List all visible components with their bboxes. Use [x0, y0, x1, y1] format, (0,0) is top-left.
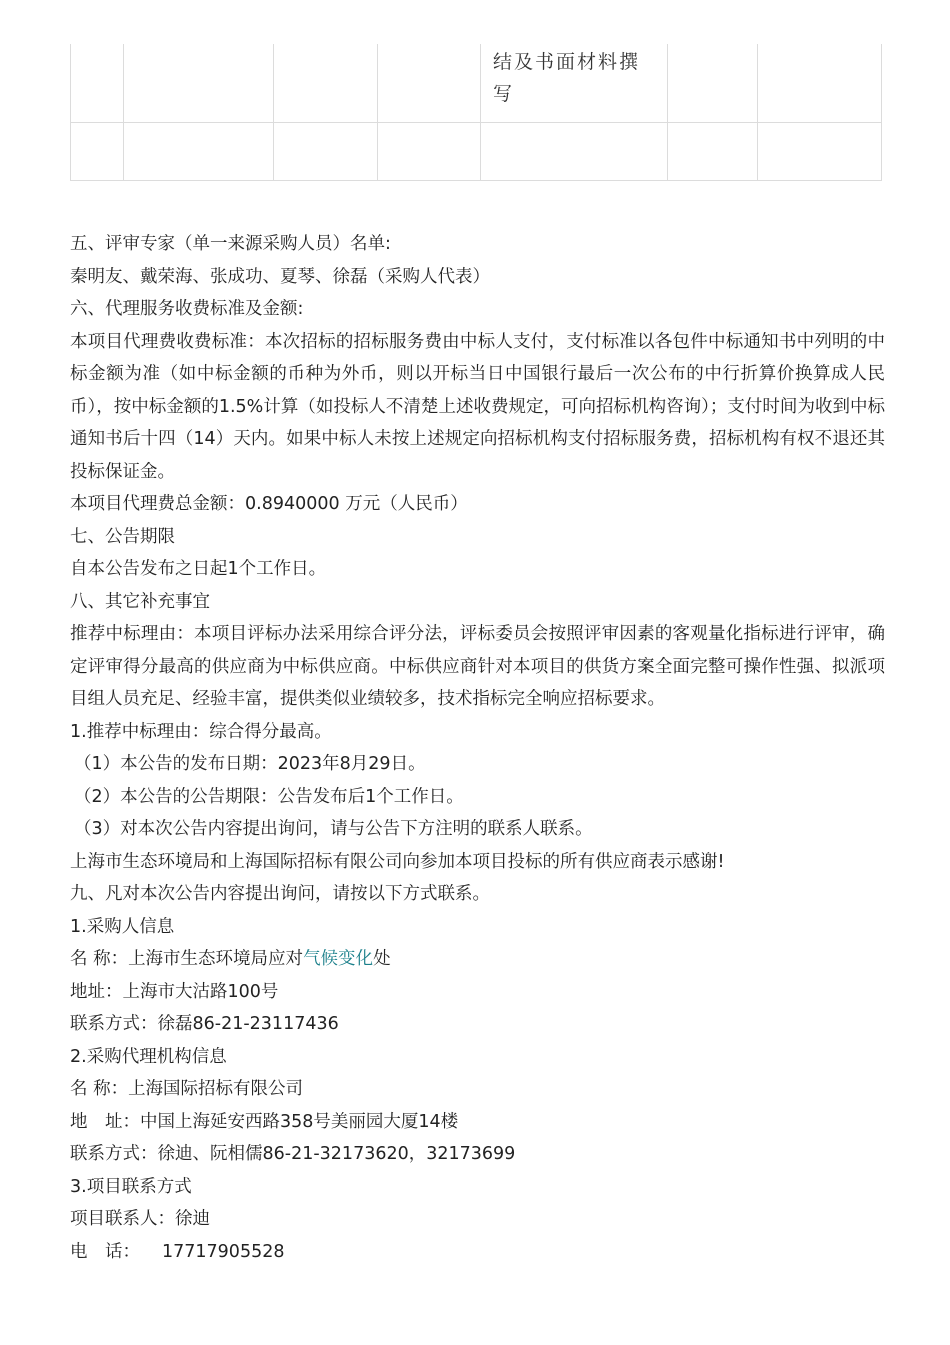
purchaser-name-suffix: 处: [373, 949, 391, 969]
fee-standard: 本项目代理费收费标准：本次招标的招标服务费由中标人支付，支付标准以各包件中标通知书中列明的中标金额为准（如中标金额的币种为外币，则以开标当日中国银行最后一次公布的中行折算价换算成人民币），按中标金额的1.5%计算（如投标人不清楚上述收费规定，可向招标机构咨询）；支付时间为收到中标通知书后十四（14）天内。如果中标人未按上述规定向招标机构支付招标服务费，招标机构有权不退还其投标保证金。: [70, 331, 885, 482]
thanks-note: 上海市生态环境局和上海国际招标有限公司向参加本项目投标的所有供应商表示感谢!: [70, 851, 725, 872]
notice-duration: （2）本公告的公告期限：公告发布后1个工作日。: [74, 786, 464, 807]
section7-heading: 七、公告期限: [70, 526, 175, 547]
phone-number: 17717905528: [162, 1241, 285, 1262]
table-cell: [758, 44, 882, 123]
section9-heading: 九、凡对本次公告内容提出询问，请按以下方式联系。: [70, 884, 490, 904]
purchaser-address: 地址：上海市大沽路100号: [70, 981, 279, 1002]
purchaser-contact: 联系方式：徐磊86-21-23117436: [70, 1014, 339, 1034]
award-reason-item: 1.推荐中标理由：综合得分最高。: [70, 721, 332, 742]
table-row: [71, 44, 882, 123]
purchaser-name: [70, 943, 885, 976]
climate-change-link[interactable]: 气候变化: [303, 949, 374, 969]
purchaser-title: 1.采购人信息: [70, 916, 175, 937]
agency-title: 2.采购代理机构信息: [70, 1046, 227, 1067]
section5-heading: 五、评审专家（单一来源采购人员）名单:: [70, 234, 391, 254]
section6-heading: 六、代理服务收费标准及金额:: [70, 299, 304, 319]
agency-address: 地 址：中国上海延安西路358号美丽园大厦14楼: [70, 1111, 459, 1132]
table-cell: [124, 44, 274, 123]
section8-heading: 八、其它补充事宜: [70, 591, 210, 612]
purchaser-name-prefix: 名 称：上海市生态环境局应对: [70, 949, 304, 969]
inquiry-note: （3）对本次公告内容提出询问，请与公告下方注明的联系人联系。: [74, 819, 593, 839]
table-cell: [481, 123, 668, 181]
table-cell: [481, 44, 668, 123]
table-cell: [274, 123, 378, 181]
project-contact-title: 3.项目联系方式: [70, 1176, 192, 1197]
table-row: [71, 123, 882, 181]
project-phone: [70, 1236, 885, 1269]
agency-contact: 联系方式：徐迪、阮相儒86-21-32173620，32173699: [70, 1144, 516, 1164]
table-cell: [71, 44, 124, 123]
notice-period: 自本公告发布之日起1个工作日。: [70, 559, 327, 579]
table-cell: [758, 123, 882, 181]
table-cell-text: 结及书面材料撰写: [493, 51, 641, 105]
table-cell: [668, 123, 758, 181]
table-cell: [668, 44, 758, 123]
phone-label: 电 话：: [70, 1241, 140, 1262]
publish-date: （1）本公告的发布日期：2023年8月29日。: [74, 754, 426, 774]
table-cell: [274, 44, 378, 123]
table-cell: [378, 123, 481, 181]
fee-total: 本项目代理费总金额：0.8940000 万元（人民币）: [70, 494, 468, 514]
project-contact-person: 项目联系人：徐迪: [70, 1209, 210, 1229]
award-reason: 推荐中标理由：本项目评标办法采用综合评分法，评标委员会按照评审因素的客观量化指标进行评审，确定评审得分最高的供应商为中标供应商。中标供应商针对本项目的供货方案全面完整可操作性强、拟派项目组人员充足、经验丰富，提供类似业绩较多，技术指标完全响应招标要求。: [70, 624, 885, 709]
table-cell: [71, 123, 124, 181]
expert-names: 秦明友、戴荣海、张成功、夏琴、徐磊（采购人代表）: [70, 266, 490, 287]
agency-name: 名 称：上海国际招标有限公司: [70, 1079, 304, 1099]
table-cell: [378, 44, 481, 123]
table-cell: [124, 123, 274, 181]
announcement-body: [70, 228, 885, 1268]
data-table: [70, 44, 882, 181]
